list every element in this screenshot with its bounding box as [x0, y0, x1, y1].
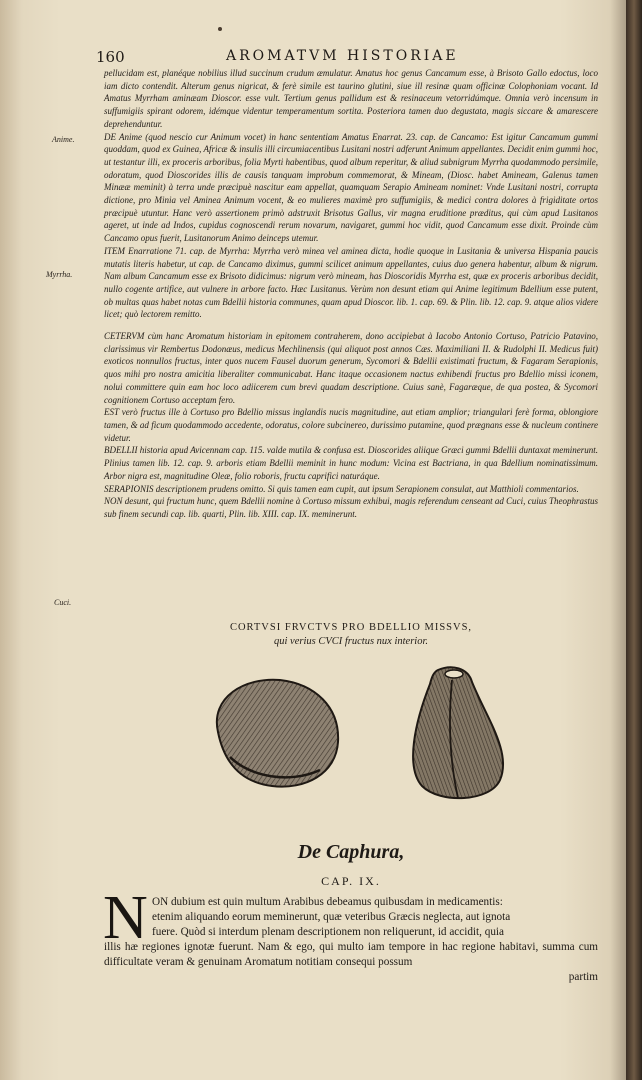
ink-speck [218, 27, 222, 31]
paragraph: SERAPIONIS descriptionem prudens omitto. Si quis tamen eam cupit, aut ipsum Serapionem consulat, aut Matthioli commentarios. [104, 483, 579, 494]
fruit-woodcut-illustration [200, 662, 520, 812]
section-title: De Caphura, [297, 841, 405, 863]
chapter-text [104, 895, 598, 984]
fruit-right-icon [413, 667, 503, 798]
margin-note-cuci: Cuci. [54, 598, 72, 607]
catchword: partim [568, 970, 598, 983]
page-header [96, 46, 596, 68]
figure-caption-subtitle: qui verius CVCI fructus nux interior. [274, 636, 428, 647]
fruit-left-icon [217, 680, 338, 787]
paragraph: CETERVM cùm hanc Aromatum historiam in epitomem contraherem, dono accipiebat à Iacobo Antonio Cortuso, Patricio Patavino, clarissimus vir Rembertus Dodonæus, medicus Mechlinensis (qui aliquot post annos Cæs. Maximiliani II. & Rudolphi II. Medicus fuit) exoticos nonnullos fructus, inter quos nucem Fausel duorum generum, Sycomori & Bdellii existimati fructum, & Fagaram Serapionis, quos mihi pro nostra amicitia liberaliter communicabat. Hanc itaque occasionem nactus exhibendi fructus pro Bdellio missi iconem, nolui committere quin eam hoc loco adiicerem cum brevi quadam descriptione. Cuius sanè, Fagaræque, de qua postea, & Sycomori cognitionem Cortuso acceptam fero. [104, 331, 598, 405]
chapter-heading: CAP. IX. [321, 874, 381, 888]
paragraph: ITEM Enarratione 71. cap. de Myrrha: Myrrha verò minea vel aminea dicta, hodie quoque in Lusitania & universa Hispania paucis mutatis literis habetur, ut cap. de Cancamo diximus, gummi scilicet animum appellantes, cuius duo genera habentur, album & nigrum. Nam album Cancamum esse ex Brisoto didicimus: nigrum verò mineam, has Dioscoridis Myrrha est, quæ ex proceris arboribus decidit, nullo cogente artifice, aut vulnere in arbore facto. Hæc Lusitanus. Verùm non desunt etiam qui Anime legitimum Bdellium esse putent, ob multas quas habet notas cum Bdellii historia communes, quam apud Dioscor. lib. 1. cap. 69. & Plin. lib. 12. cap. 9. atque alios videre licet; quò lectorem remitto. [104, 245, 598, 320]
text-line: fuere. Quòd si interdum plenam descriptionem non reliquerunt, id accidit, quia [152, 925, 504, 938]
margin-note-anime: Anime. [52, 135, 75, 144]
text-line: ON dubium est quin multum Arabibus debeamus quibusdam in medicamentis: [152, 896, 503, 908]
paragraph: NON desunt, qui fructum hunc, quem Bdellii nomine à Cortuso missum exhibui, magis referendum censeant ad Cuci, cuius Theophrastus sub finem secundi cap. lib. quarti, Plin. lib. XIII. cap. IX. meminerunt. [104, 496, 598, 519]
figure-caption-title: CORTVSI FRVCTVS PRO BDELLIO MISSVS, [229, 622, 473, 633]
paragraph: DE Anime (quod nescio cur Animum vocet) in hanc sententiam Amatus Enarrat. 23. cap. de Cancamo: Est igitur Cancamum gummi quoddam, quod ex Guinea, Africæ & insulis illi circumiacentibus Lusitani nostri adferunt Animum appellantes. Decidit enim gummi hoc, ut testantur illi, ex proceris arboribus, folia Myrti habentibus, quod album reperitur, & aliud subnigrum Myrrha quodammodo persimile, odoratum, quod Dioscorides illis de causis tanquam improbum commemorat, & Mineam, (Diosc. habet Amineam, Galenus tamen Minææ meminit) à terra unde præcipuè nascitur eam appellat, quamquam Serapio Amineam nominet: Vnde Lusitani nostri, corrupta dictione, pro Minia vel Aminea Animum vocent, & eo mulieres maximè pro suffumigiis, & medici contra dolores à frigiditate ortos præcipuè utuntur. Hanc verò assertionem primò adstruxit Brisotus Gallus, vir magna eruditione præditus, qui cùm apud Lusitanos ageret, ut inde ad Indos, cupidus cognoscendi rerum novarum, navigaret, gummi hoc vidit, quod Cancamum esse dixit. Proinde cùm Cancamo opus fuerit, Lusitanorum Animo deinceps utemur. [104, 131, 598, 244]
running-title: AROMATVM HISTORIAE [226, 48, 459, 64]
drop-capital: N [103, 884, 148, 952]
main-text [104, 67, 598, 521]
text-line: illis hæ regiones ignotæ fuerunt. Nam & ego, qui multo iam tempore in hac regione habitavi, summa cum difficultate veram & genuinam Aromatum notitiam consequi possum [104, 940, 598, 968]
text-line: etenim aliquando eorum meminerunt, quæ veteribus Græcis neglecta, aut ignota [152, 910, 511, 923]
paragraph: EST verò fructus ille à Cortuso pro Bdellio missus inglandis nucis magnitudine, aut etiam amplior; triangulari ferè forma, oblongiore tamen, & ad ficum quodammodo accedente, odoratus, colore subcinereo, durissimo putamine, quod prægnans esse & nucleum continere videtur. [104, 407, 598, 443]
margin-note-myrrha: Myrrha. [46, 270, 73, 279]
book-spine-edge [626, 0, 642, 1080]
paragraph: pellucidam est, planéque nobilius illud succinum crudum æmulatur. Amatus hoc genus Cancamum esse, à Brisoto Gallo edoctus, loco iam dicto contendit. Alterum genus nigricat, & ferè simile est taurino glutini, siue ill resinæ quam officinæ Colophoniam vocant. Id Amatus Myrrham aminæam Dioscor. esse vult. Tertium genus pallidum est & resinaceum vetorridúmque. Omnia verò incensum in suffumigiis spirant odorem, idémque videntur temperamentum sortita. Posteriora tamen duo degustata, magis siccare & amarescere deprehenduntur. [104, 68, 598, 129]
page-number: 160 [96, 48, 125, 66]
paragraph: BDELLII historia apud Avicennam cap. 115. valde mutila & confusa est. Dioscorides aliique Græci gummi Bdellii duntaxat meminerunt. Plinius tamen lib. 12. cap. 9. arboris etiam Bdellii meminit in hunc modum: Vicina est Bactriana, in qua Bdellium nominatissimum. Arbor nigra est, magnitudine Oleæ, folio roboris, fructu caprifici naturáque. [104, 445, 598, 481]
